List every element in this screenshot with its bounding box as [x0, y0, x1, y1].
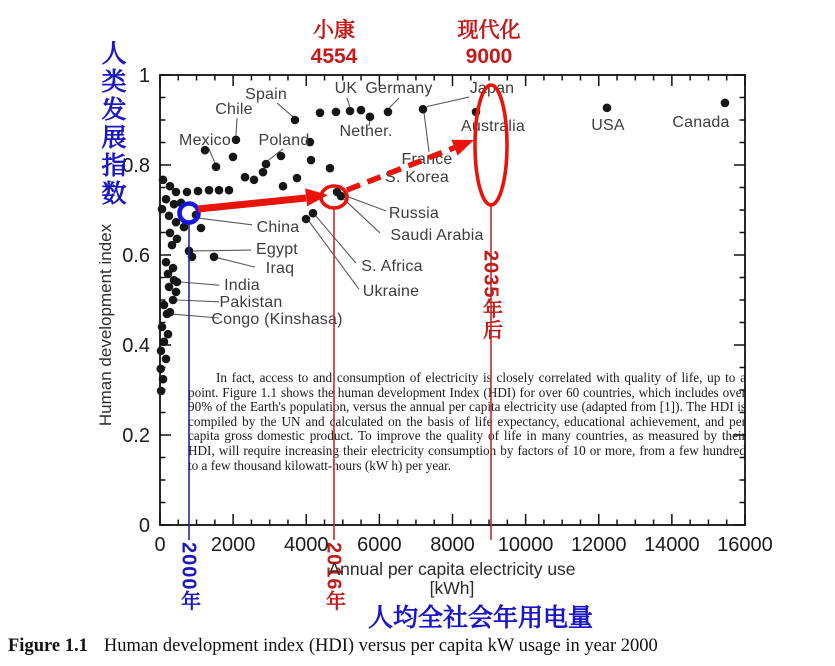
country-label-canada: Canada	[672, 114, 730, 132]
x-tick-label: 0	[154, 534, 166, 556]
country-label-india: India	[224, 277, 260, 295]
country-label-egypt: Egypt	[256, 241, 298, 259]
x-tick-label: 12000	[570, 534, 627, 556]
y-tick-label: 0.6	[122, 245, 150, 267]
xiaokang-value: 4554	[310, 45, 358, 68]
country-label-mexico: Mexico	[179, 132, 231, 150]
y-tick-label: 0.8	[122, 155, 150, 177]
x-axis-title	[328, 560, 575, 598]
country-label-s-africa: S. Africa	[361, 258, 423, 276]
x-tick-label: 16000	[717, 534, 773, 556]
trajectory-dashed-arrow	[347, 147, 456, 190]
country-label-iraq: Iraq	[265, 259, 295, 277]
year-2035-label: 2035年后	[479, 250, 502, 341]
modernization-value: 9000	[465, 45, 513, 68]
x-axis-title-line1: Annual per capita electricity use	[328, 559, 576, 579]
x-tick-label: 10000	[497, 534, 554, 556]
country-label-usa: USA	[591, 116, 625, 134]
country-label-congo-kinshasa: Congo (Kinshasa)	[211, 310, 343, 328]
y-tick-label: 0.4	[122, 335, 150, 357]
modernization-label: 现代化	[457, 19, 521, 42]
x-axis-title-line2: [kWh]	[429, 578, 475, 598]
country-label-ukraine: Ukraine	[362, 282, 420, 300]
country-label-nether: Nether.	[339, 123, 393, 141]
country-label-spain: Spain	[245, 85, 287, 103]
country-label-japan: Japan	[469, 79, 515, 97]
y-tick-label: 0.2	[122, 425, 150, 447]
china-start-circle	[180, 204, 199, 223]
country-label-russia: Russia	[388, 205, 440, 223]
midpoint-circle	[321, 186, 347, 208]
caption-text: Human development index (HDI) versus per capita kW usage in year 2000	[103, 636, 658, 656]
x-tick-label: 8000	[430, 534, 475, 556]
figure-caption	[8, 636, 658, 657]
y-axis-title: Human development index	[96, 223, 115, 427]
y-axis-label-chinese: 人类发展指数	[98, 40, 126, 208]
x-tick-label: 4000	[284, 534, 329, 556]
modernization-annotation	[458, 18, 521, 70]
body-paragraph: In fact, access to and consumption of electricity is closely correlated with quality of life, up to a point. Figure 1.1 shows the human development Index (HDI) for over 60 countries, which includes over 90% of the Earth's population, versus the annual per capita electricity use (adapted from [1]). The HDI is compiled by the UN and calculated on the basis of life expectancy, educational achievement, and per capita gross domestic product. To improve the quality of life in many countries, as measured by their HDI, will require increasing their electricity consumption by factors of 10 or more, from a few hundred to a few thousand kilowatt-hours (kW h) per year.	[188, 370, 746, 473]
y-tick-label: 0	[138, 515, 150, 537]
x-tick-label: 14000	[644, 534, 700, 556]
country-label-chile: Chile	[215, 101, 253, 119]
country-label-australia: Australia	[460, 118, 526, 136]
caption-number: Figure 1.1	[8, 636, 88, 656]
country-label-s-korea: S. Korea	[385, 169, 449, 187]
country-label-uk: UK	[334, 79, 358, 97]
x-tick-label: 6000	[357, 534, 402, 556]
x-tick-label: 2000	[210, 534, 256, 556]
target-ellipse	[475, 85, 507, 205]
country-label-pakistan: Pakistan	[219, 294, 283, 312]
country-label-france: France	[401, 151, 453, 169]
country-label-poland: Poland	[258, 132, 310, 150]
year-2000-label: 2000年	[177, 542, 200, 612]
country-label-china: China	[256, 219, 300, 236]
country-label-saudi-arabia: Saudi Arabia	[390, 227, 484, 245]
trajectory-solid-arrow	[198, 198, 306, 209]
x-axis-label-chinese: 人均全社会年用电量	[368, 604, 594, 632]
country-label-germany: Germany	[365, 79, 433, 97]
xiaokang-label: 小康	[313, 19, 355, 42]
xiaokang-annotation	[311, 18, 358, 70]
year-2016-label: 2016年	[322, 542, 345, 612]
y-tick-label: 1	[138, 65, 150, 87]
dashed-arrowhead-icon	[451, 140, 474, 156]
